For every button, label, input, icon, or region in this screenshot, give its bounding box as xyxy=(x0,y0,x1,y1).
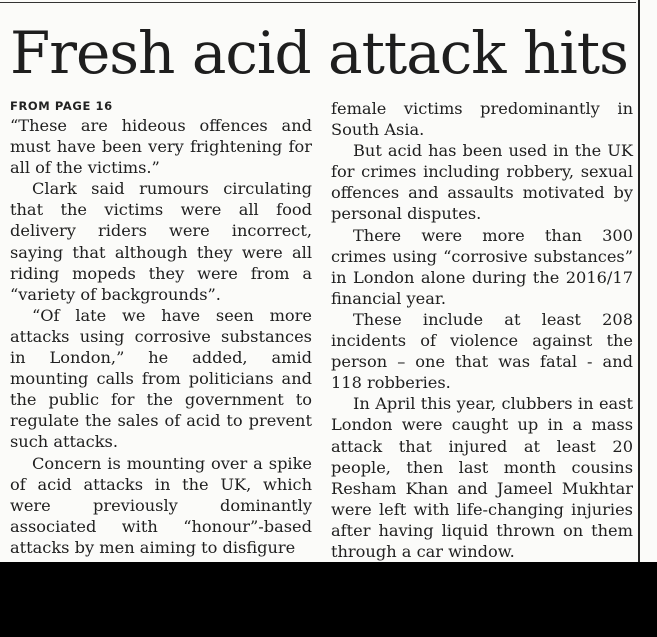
headline: Fresh acid attack hits xyxy=(10,19,628,87)
article-column-middle xyxy=(331,98,633,562)
paragraph: In April this year, clubbers in east London were caught up in a mass attack that injured at least 20 people, then last month cousins Resham Khan and Jameel Mukhtar were left with life-changing injuries after having liquid thrown on them through a car window. xyxy=(331,394,633,561)
column-divider xyxy=(638,0,640,562)
article-column-left xyxy=(10,98,312,558)
paragraph: Concern is mounting over a spike of acid attacks in the UK, which were previously dominantly associated with “honour”-based attacks by men aiming to disfigure xyxy=(10,453,312,557)
paragraph: But acid has been used in the UK for crimes including robbery, sexual offences and assaults motivated by personal disputes. xyxy=(331,141,633,224)
paragraph: Clark said rumours circulating that the victims were all food delivery riders were incorrect, saying that although they were all riding mopeds they were from a “variety of backgrounds”. xyxy=(10,179,312,304)
paragraph: “Of late we have seen more attacks using corrosive substances in London,” he added, amid mounting calls from politicians and the public for the government to regulate the sales of acid to prevent such attacks. xyxy=(10,305,312,452)
top-rule xyxy=(0,2,636,3)
paragraph: “These are hideous offences and must have been very frightening for all of the victims.” xyxy=(10,116,312,178)
paragraph: There were more than 300 crimes using “corrosive substances” in London alone during the 2016/17 financial year. xyxy=(331,225,633,308)
continuation-kicker: FROM PAGE 16 xyxy=(10,99,113,113)
paragraph: These include at least 208 incidents of violence against the person – one that was fatal - and 118 robberies. xyxy=(331,309,633,393)
paragraph: female victims predominantly in South Asia. xyxy=(331,99,633,140)
